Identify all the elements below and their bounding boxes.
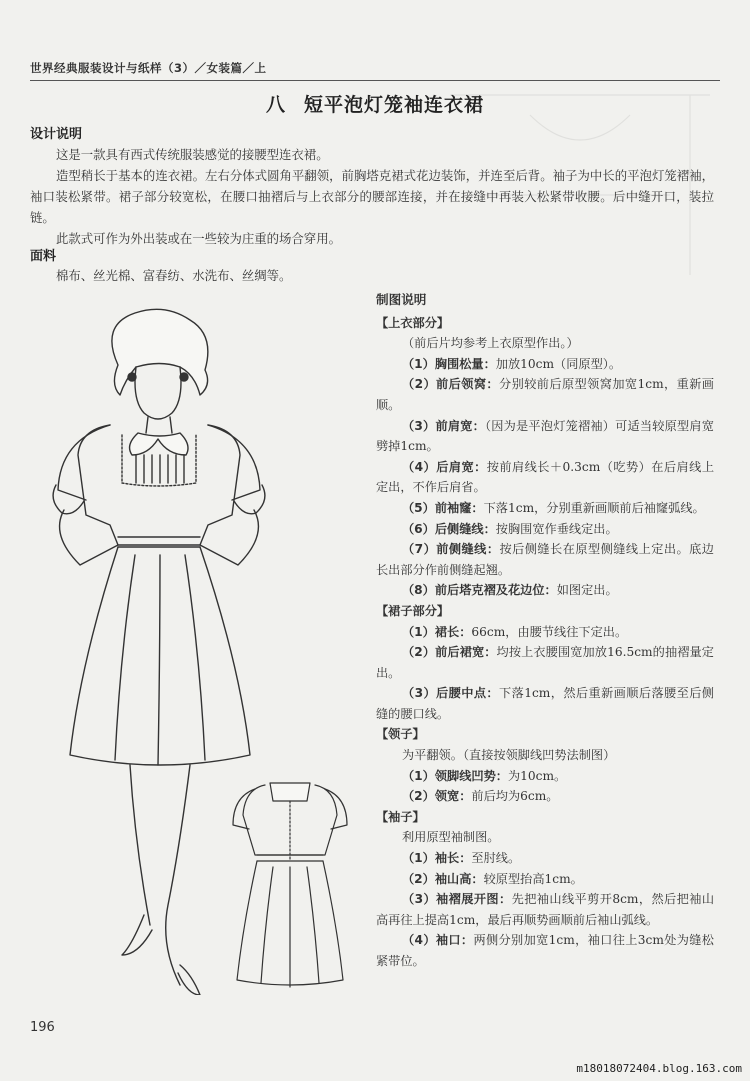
- bodice: [78, 425, 240, 545]
- source-watermark: m18018072404.blog.163.com: [576, 1062, 742, 1075]
- header-rule: [30, 80, 720, 81]
- right-sleeve: [208, 425, 260, 500]
- earring-left: [128, 373, 136, 381]
- instruction-line: （8）前后塔克褶及花边位：如图定出。: [402, 583, 618, 598]
- instruction-line: （5）前袖窿：下落1cm，分别重新画顺前后袖窿弧线。: [402, 500, 705, 515]
- design-paragraph: 这是一款具有西式传统服装感觉的接腰型连衣裙。: [56, 147, 329, 162]
- instruction-line: （1）胸围松量：加放10cm（同原型）。: [402, 356, 622, 371]
- instruction-line: （2）领宽：前后均为6cm。: [402, 789, 559, 804]
- design-paragraph: 此款式可作为外出装或在一些较为庄重的场合穿用。: [56, 231, 341, 246]
- dress-back-illustration: [225, 775, 355, 995]
- instruction-line: （前后片均参考上衣原型作出。）: [402, 336, 579, 351]
- left-arm: [60, 510, 118, 565]
- part-heading-collar: 【领子】: [376, 727, 425, 742]
- fabric-text: 棉布、丝光棉、富春纺、水洗布、丝绸等。: [56, 268, 292, 283]
- face: [135, 367, 181, 419]
- yoke-tucks: [136, 455, 184, 483]
- running-head: 世界经典服装设计与纸样（3）／女装篇／上: [30, 61, 267, 75]
- earring-right: [180, 373, 188, 381]
- left-sleeve: [58, 425, 110, 500]
- part-heading-skirt: 【裙子部分】: [376, 603, 450, 618]
- design-heading: 设计说明: [30, 127, 83, 142]
- instruction-line: （1）袖长：至肘线。: [402, 851, 521, 866]
- collar: [130, 433, 188, 455]
- skirt-folds: [115, 555, 205, 765]
- back-collar: [270, 783, 310, 801]
- legs: [130, 765, 190, 985]
- instruction-line: （3）后腰中点：下落1cm，然后重新画顺后落腰至后侧缝的腰口线。: [376, 686, 714, 721]
- chapter-number: 八: [265, 94, 286, 116]
- instruction-line: （2）前后领窝：分别较前后原型领窝加宽1cm，重新画顺。: [376, 377, 714, 412]
- instruction-line: （1）裙长：66cm，由腰节线往下定出。: [402, 624, 628, 639]
- instruction-line: （1）领脚线凹势：为10cm。: [402, 768, 567, 783]
- drafting-heading: 制图说明: [376, 292, 427, 307]
- instruction-line: 为平翻领。（直接按领脚线凹势法制图）: [402, 748, 616, 763]
- shoes: [122, 915, 200, 995]
- instruction-line: （7）前侧缝线：按后侧缝长在原型侧缝线上定出。底边长出部分作前侧缝起翘。: [376, 542, 714, 577]
- instruction-line: （4）袖口：两侧分别加宽1cm，袖口往上3cm处为缝松紧带位。: [376, 933, 714, 968]
- part-heading-bodice: 【上衣部分】: [376, 315, 450, 330]
- fabric-description: [30, 265, 714, 286]
- hair: [112, 309, 208, 395]
- instruction-line: （2）袖山高：较原型抬高1cm。: [402, 871, 583, 886]
- instruction-line: （2）前后裙宽：均按上衣腰围宽加放16.5cm的抽褶量定出。: [376, 645, 714, 680]
- drafting-instructions: [376, 290, 714, 972]
- page-number: 196: [30, 1020, 55, 1035]
- design-paragraph: 造型稍长于基本的连衣裙。左右分体式圆角平翻领，前胸塔克裙式花边装饰，并连至后背。袖子为中长的平泡灯笼褶袖，袖口装松紧带。裙子部分较宽松，在腰口抽褶后与上衣部分的腰部连接，并在接缝中再装入松紧带收腰。后中缝开口，装拉链。: [30, 168, 714, 225]
- fabric-heading: 面料: [30, 249, 57, 264]
- instruction-line: （6）后侧缝线：按胸围宽作垂线定出。: [402, 521, 618, 536]
- instruction-line: 利用原型袖制图。: [402, 830, 500, 845]
- instruction-line: （3）袖褶展开图：先把袖山线平剪开8cm，然后把袖山高再往上提高1cm，最后再顺势画顺前后袖山弧线。: [376, 892, 715, 927]
- right-arm: [200, 510, 258, 565]
- chapter-title: [0, 90, 750, 117]
- design-description: [30, 144, 714, 249]
- part-heading-sleeve: 【袖子】: [376, 809, 425, 824]
- back-skirt-folds: [261, 867, 319, 987]
- instruction-line: （4）后肩宽：按前肩线长＋0.3cm（吃势）在后肩线上定出，不作后肩省。: [376, 459, 715, 495]
- chapter-title-text: 短平泡灯笼袖连衣裙: [304, 94, 485, 116]
- instruction-line: （3）前肩宽：（因为是平泡灯笼褶袖）可适当较原型肩宽劈掉1cm。: [376, 418, 714, 454]
